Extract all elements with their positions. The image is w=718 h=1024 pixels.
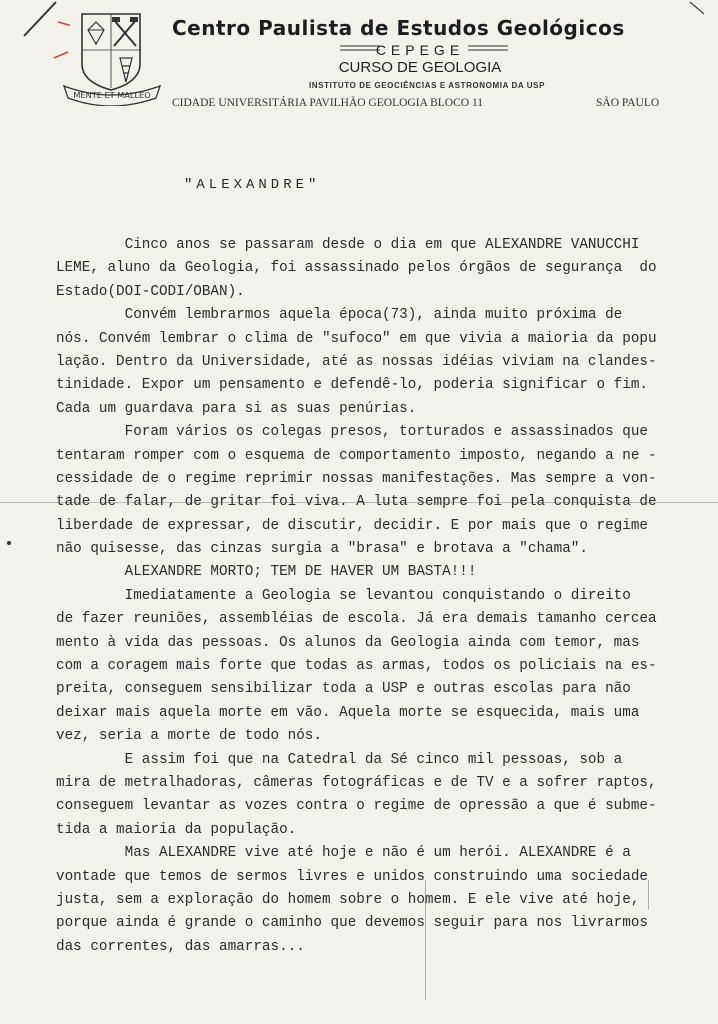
scan-streak-2 xyxy=(648,880,649,910)
letterhead-address: CIDADE UNIVERSITÁRIA PAVILHÃO GEOLOGIA BLOCO 11 xyxy=(172,97,484,109)
text-line: tinidade. Expor um pensamento e defendê-lo, poderia significar o fim. xyxy=(56,377,648,394)
text-line: Convém lembrarmos aquela época(73), ainda muito próxima de xyxy=(56,307,623,324)
text-line: Estado(DOI-CODI/OBAN). xyxy=(56,283,245,300)
text-line: com a coragem mais forte que todas as armas, todos os policiais na es- xyxy=(56,658,657,675)
text-line: mento à vida das pessoas. Os alunos da Geologia ainda com temor, mas xyxy=(56,634,640,651)
text-line: ALEXANDRE MORTO; TEM DE HAVER UM BASTA!!! xyxy=(56,564,477,581)
text-line: cessidade de o regime reprimir nossas manifestações. Mas sempre a von- xyxy=(56,470,657,487)
letterhead-course: CURSO DE GEOLOGIA xyxy=(338,59,502,76)
text-line: mira de metralhadoras, câmeras fotográficas e de TV e a sofrer raptos, xyxy=(56,774,657,791)
text-line: E assim foi que na Catedral da Sé cinco mil pessoas, sob a xyxy=(56,751,623,768)
text-line: liberdade de expressar, de discutir, decidir. E por mais que o regime xyxy=(56,517,648,534)
text-line: tida a maioria da população. xyxy=(56,821,297,838)
text-line: de fazer reuniões, assembléias de escola. Já era demais tamanho cercea xyxy=(56,611,657,628)
text-line: Cinco anos se passaram desde o dia em que ALEXANDRE VANUCCHI xyxy=(56,237,640,253)
text-line: LEME, aluno da Geologia, foi assassinado pelos órgãos de segurança do xyxy=(56,260,657,277)
fold-crease xyxy=(0,502,718,503)
text-line: conseguem levantar as vozes contra o regime de opressão a que é subme- xyxy=(56,798,657,815)
text-line: tade de falar, de gritar foi viva. A luta sempre foi pela conquista de xyxy=(56,494,657,511)
text-line: justa, sem a exploração do homem sobre o homem. E ele vive até hoje, xyxy=(56,891,640,908)
text-line: Cada um guardava para si as suas penúrias. xyxy=(56,400,417,417)
document-body xyxy=(56,234,676,959)
text-line: lação. Dentro da Universidade, até as nossas idéias viviam na clandes- xyxy=(56,353,657,370)
crest-seal-icon xyxy=(62,10,162,106)
document-title: "ALEXANDRE" xyxy=(184,177,321,193)
text-line: Foram vários os colegas presos, torturados e assassinados que xyxy=(56,424,648,441)
abbr-rule-right xyxy=(468,44,508,52)
scan-streak xyxy=(425,880,426,1000)
text-line: vontade que temos de sermos livres e unidos construindo uma sociedade xyxy=(56,868,648,885)
text-line: Mas ALEXANDRE vive até hoje e não é um herói. ALEXANDRE é a xyxy=(56,845,631,862)
ink-dot xyxy=(6,540,12,546)
letterhead-city: SÃO PAULO xyxy=(596,97,660,109)
text-line: das correntes, das amarras... xyxy=(56,938,305,955)
text-line: vez, seria a morte de todo nós. xyxy=(56,728,322,745)
text-line: tentaram romper com o esquema de comportamento imposto, negando a ne - xyxy=(56,447,657,464)
text-line: Imediatamente a Geologia se levantou conquistando o direito xyxy=(56,587,631,604)
letterhead-abbreviation: CEPEGE xyxy=(375,42,465,58)
text-line: não quisesse, das cinzas surgia a "brasa" e brotava a "chama". xyxy=(56,541,588,558)
letterhead-title: Centro Paulista de Estudos Geológicos xyxy=(172,16,625,40)
text-line: nós. Convém lembrar o clima de "sufoco" em que vivia a maioria da popu xyxy=(56,330,657,347)
text-line: deixar mais aquela morte em vão. Aquela morte se esquecida, mais uma xyxy=(56,704,640,721)
letterhead-institute: INSTITUTO DE GEOCIÊNCIAS E ASTRONOMIA DA USP xyxy=(308,81,546,90)
svg-text:MENTE ET MALLEO: MENTE ET MALLEO xyxy=(73,90,151,100)
pen-mark-right xyxy=(686,0,710,24)
text-line: preita, conseguem sensibilizar toda a USP e outras escolas para não xyxy=(56,681,631,698)
text-line: porque ainda é grande o caminho que devemos seguir para nos livrarmos xyxy=(56,915,648,932)
